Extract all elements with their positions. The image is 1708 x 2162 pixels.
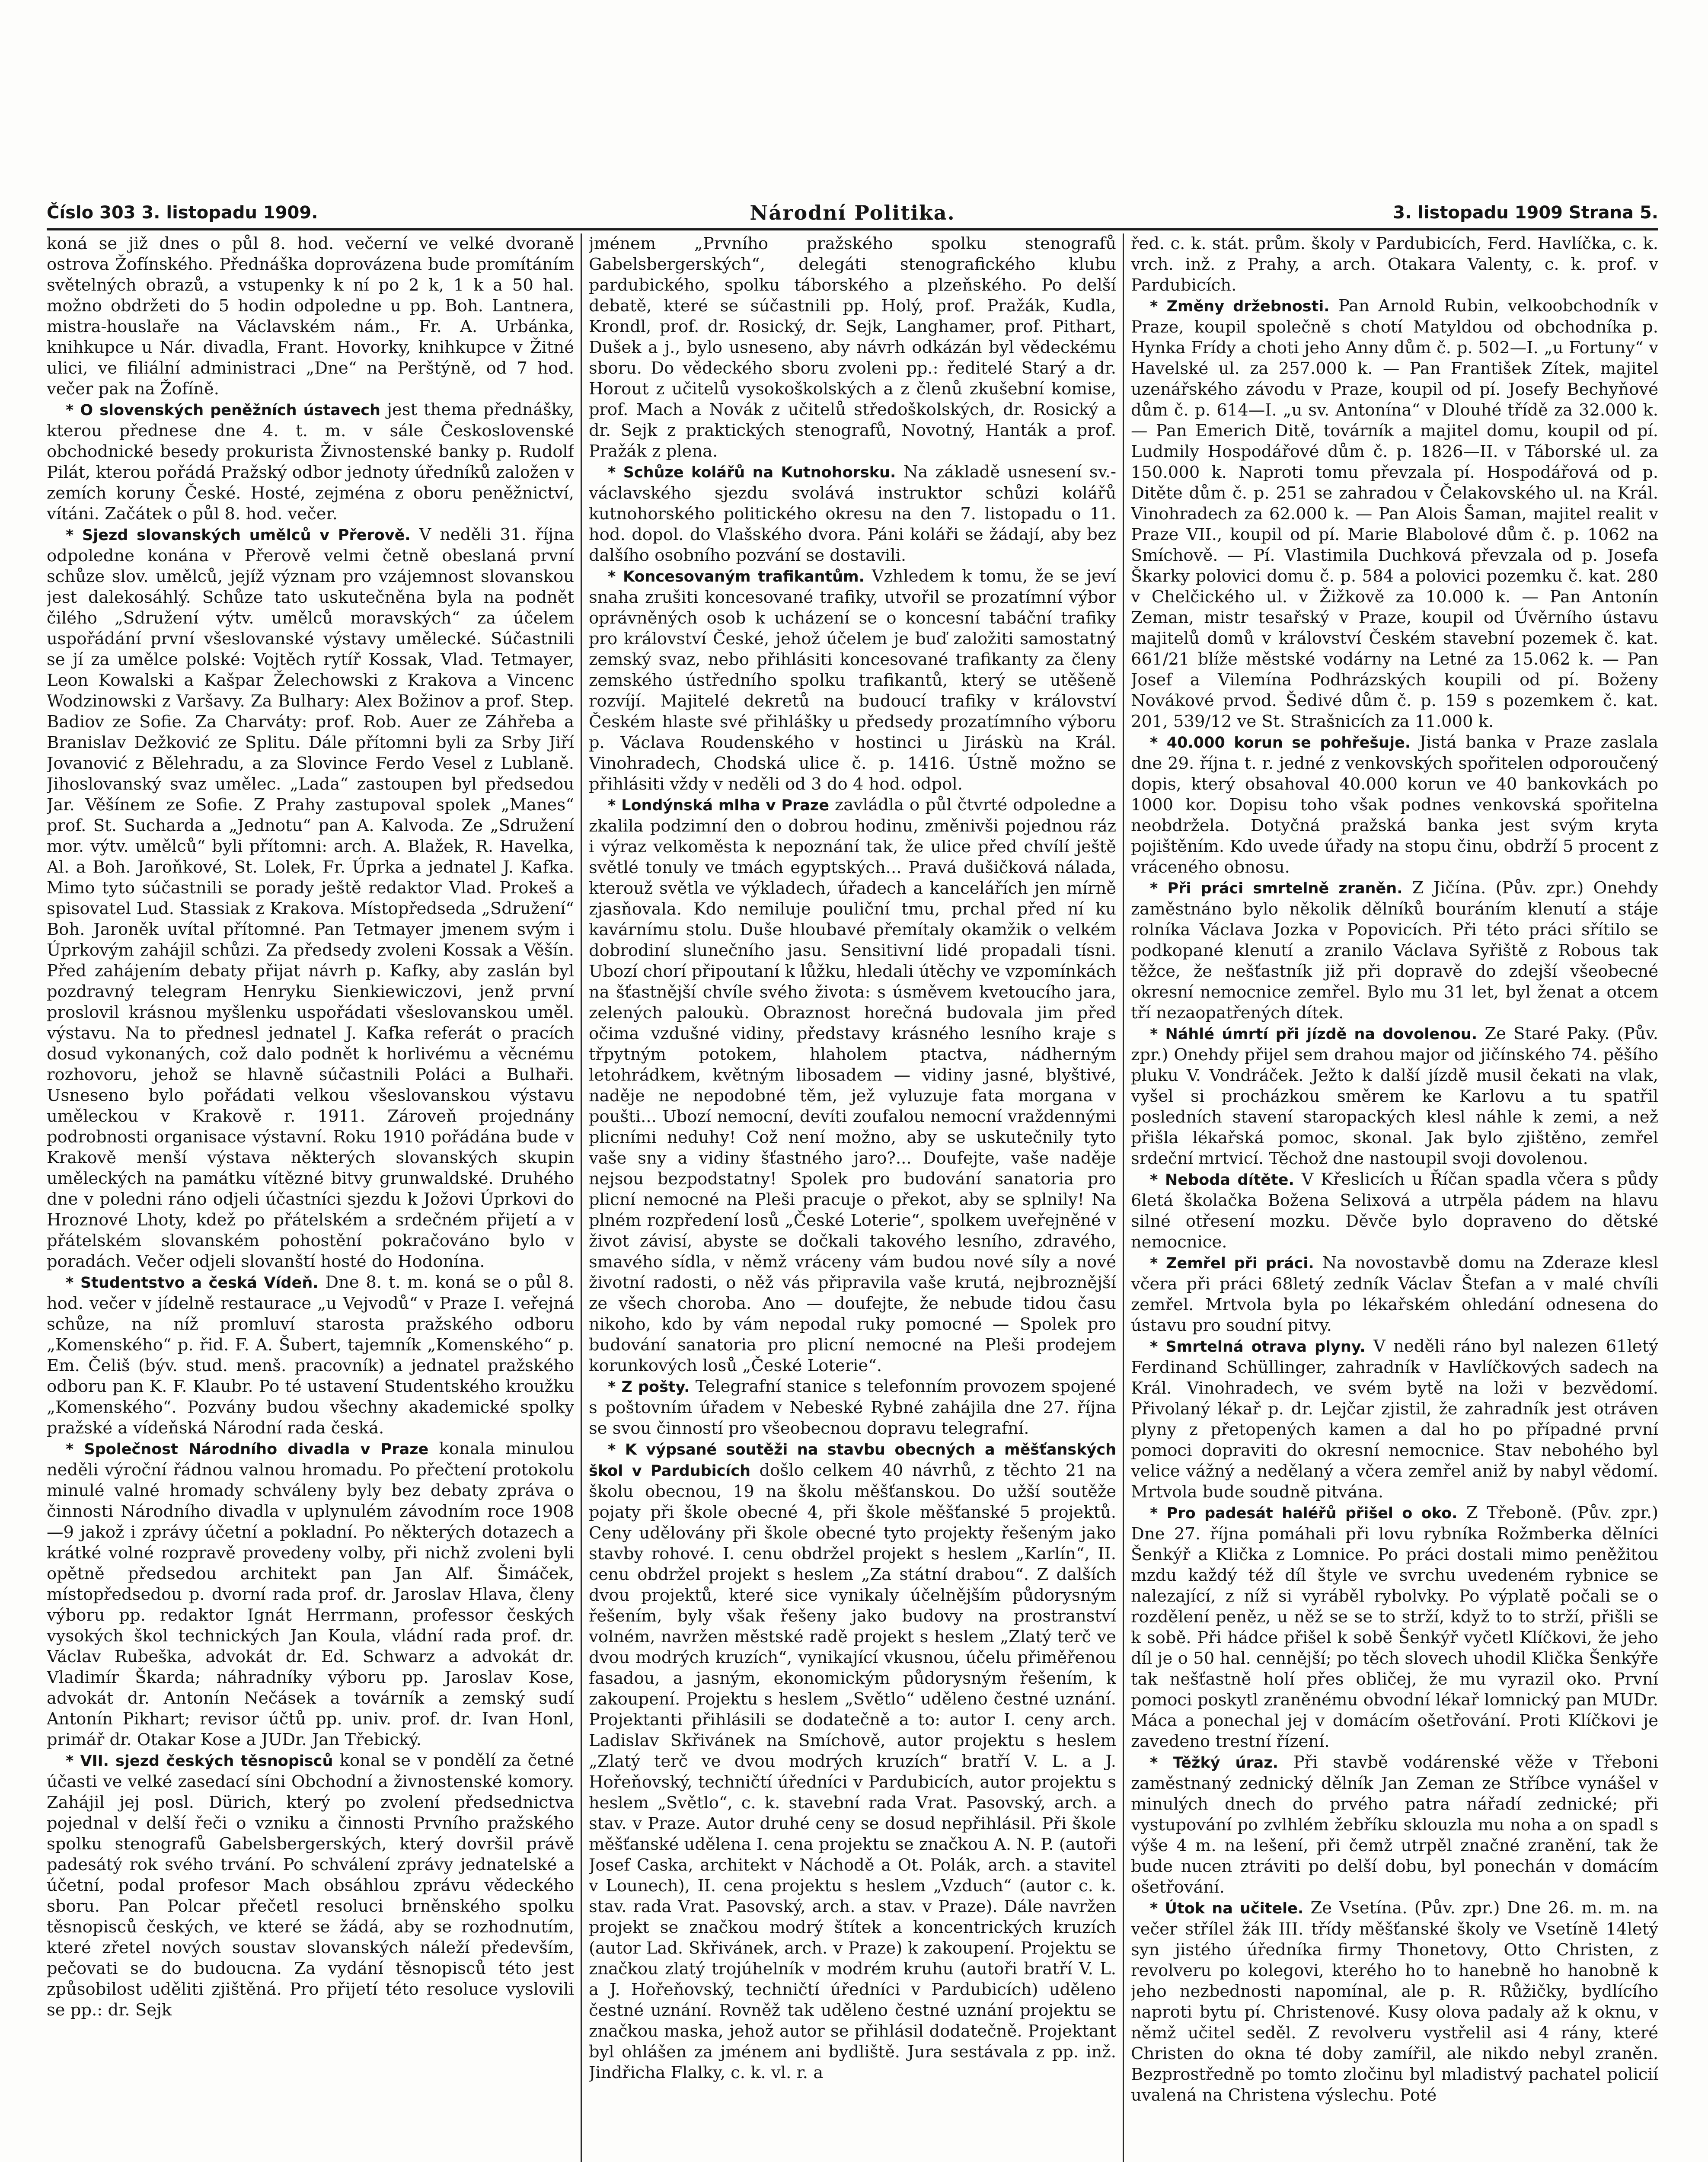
article-heading: * Náhlé úmrtí při jízdě na dovolenou. bbox=[1150, 1026, 1478, 1043]
article-text: Při stavbě vodárenské věže v Třeboni zaměstnaný zednický dělník Jan Zeman ze Stříbce vynášel v minulých dnech do prvého patra nářadí zednické; při vystupování po zvlhlém žebříku sklouzla mu noha a on spadl s výše 4 m. na lešení, při čemž utrpěl značné zranění, tak že bude nucen ztráviti po delší dobu, byl ponechán v domácím ošetřování. bbox=[1131, 1753, 1658, 1897]
article-heading: * Zemřel při práci. bbox=[1150, 1255, 1314, 1272]
article-text: Telegrafní stanice s telefonním provozem spojené s poštovním úřadem v Nebeské Rybné zahájila dne 27. října se svou činností pro všeobecnou dopravu telegrafní. bbox=[589, 1377, 1116, 1438]
article-heading: * O slovenských peněžních ústavech bbox=[66, 402, 380, 419]
article-paragraph bbox=[589, 566, 1116, 795]
article-heading: * Pro padesát haléřů přišel o oko. bbox=[1150, 1505, 1458, 1522]
article-text: V neděli ráno byl nalezen 61letý Ferdinand Schüllinger, zahradník v Havlíčkových sadech na Král. Vinohradech, ve svém bytě na loži v bezvědomí. Přivolaný lékař p. dr. Lejčar zjistil, že zahradník jest otráven plyny z přetopených kamen a dal ho po případné první pomoci dopraviti do okresní nemocnice. Stav nebohého byl velice vážný a nedělaný a včera zemřel aniž by nabyl vědomí. Mrtvola bude soudně pitvána. bbox=[1131, 1337, 1658, 1502]
article-heading: * Při práci smrtelně zraněn. bbox=[1150, 880, 1403, 897]
article-paragraph bbox=[1131, 1336, 1658, 1503]
article-text: řed. c. k. stát. prům. školy v Pardubicích, Ferd. Havlíčka, c. k. vrch. inž. z Prahy, a arch. Otakara Valenty, c. k. prof. v Pardubicích. bbox=[1131, 234, 1658, 295]
article-paragraph bbox=[1131, 233, 1658, 296]
article-paragraph bbox=[47, 233, 574, 400]
article-heading: * Změny držebnosti. bbox=[1150, 298, 1330, 315]
article-heading: * Sjezd slovanských umělců v Přerově. bbox=[66, 527, 411, 544]
article-text: V Křeslicích u Říčan spadla včera s půdy 6letá školačka Božena Selixová a utrpěla pádem na hlavu silné otřesení mozku. Děvče bylo dopraveno do dětské nemocnice. bbox=[1131, 1170, 1658, 1252]
date-page-number: 3. listopadu 1909 Strana 5. bbox=[1393, 203, 1658, 223]
article-paragraph bbox=[1131, 1503, 1658, 1752]
article-paragraph bbox=[589, 1376, 1116, 1439]
article-text: Vzhledem k tomu, že se jeví snaha zrušiti koncesované trafiky, utvořil se prozatímní výbor oprávněných osob k ucházení se o koncesní tabáční trafiky pro království České, jehož účelem je buď založiti samostatný zemský svaz, nebo přihlásiti koncesované trafikanty za členy zemského ústředního spolku trafikantů, který se utěšeně rozvíjí. Majitelé dekretů na budoucí trafiky v království Českém hlaste své přihlášky u předsedy prozatímního výboru p. Václava Roudenského v hostinci u Jiráskù na Král. Vinohradech, Chodská ulice č. p. 1416. Ústně možno se přihlásiti vždy v neděli od 3 do 4 hod. odpol. bbox=[589, 566, 1116, 794]
article-text: Z Třeboně. (Pův. zpr.) Dne 27. října pomáhali při lovu rybníka Rožmberka dělníci Šenkýř a Klička z Lomnice. Po práci dostali mimo peněžitou mzdu každý též díl štyle ve svrchu uvedeném rybnice se nalezající, z níž si vyráběl rybolvky. Po výplatě počali se o rozdělení peněz, u něž se se to strží, když to to strží, přišli se k sobě. Při hádce přišel k sobě Šenkýř vyčetl Klíčkovi, že jeho díl je o 50 hal. cennější; po těch slovech uhodil Klička Šenkýře tak nešťastně holí přes obličej, že mu vyrazil oko. První pomoci poskytl zraněnému obvodní lékař lomnický pan MUDr. Máca a ponechal jej v domácím ošetřování. Proti Klíčkovi je zavedeno trestní řízení. bbox=[1131, 1503, 1658, 1751]
article-paragraph bbox=[47, 1750, 574, 2021]
article-text: jest thema přednášky, kterou přednese dne 4. t. m. v sále Československé obchodnické besedy prokurista Živnostenské banky p. Rudolf Pilát, kterou pořádá Pražský odbor jednoty úředníků založen v zemích koruny České. Hosté, zejména z oboru peněžnictví, vítáni. Začátek o půl 8. hod. večer. bbox=[47, 400, 574, 524]
article-text: koná se již dnes o půl 8. hod. večerní ve velké dvoraně ostrova Žofínského. Přednáška doprovázena bude promítáním světelných obrazů, a vstupenky k ní po 2 k, 1 k a 50 hal. možno obdržeti do 5 hodin odpoledne u pp. Boh. Lantnera, mistra-houslaře na Václavském nám., Fr. A. Urbánka, knihkupce u Nár. divadla, Frant. Hovorky, knihkupce v Žitné ulici, ve filiální administraci „Dne“ na Perštýně, od 7 hod. večer pak na Žofíně. bbox=[47, 234, 574, 399]
article-text: Na základě usnesení sv.-václavského sjezdu svolává instruktor schůzi kolářů kutnohorského politického okresu na den 7. listopadu o 11. hod. dopol. do Vlašského dvora. Páni koláři se žádají, aby bez dalšího osobního pozvání se dostavili. bbox=[589, 462, 1116, 565]
column-divider bbox=[581, 233, 582, 2162]
article-paragraph bbox=[589, 1439, 1116, 2083]
column-3 bbox=[1131, 233, 1658, 2162]
article-text: Ze Vsetína. (Pův. zpr.) Dne 26. m. m. na večer střílel žák III. třídy měšťanské školy ve Vsetíně 14letý syn jistého úředníka firmy Thonetovy, Otto Christen, z revolveru po kolegovi, kterého ho to hanebně ho hanobně k jeho nezbednosti napomínal, ale p. R. Růžičky, bydlícího naproti bytu pí. Christenové. Kusy olova padaly až k oknu, v němž učitel seděl. Z revolveru vystřelil asi 4 rány, které Christen do okna té doby zamířil, ale nikdo nebyl zraněn. Bezprostředně po tomto zločinu byl mladistvý pachatel policií uvalená na Christena výslechu. Poté bbox=[1131, 1898, 1658, 2105]
article-text: jménem „Prvního pražského spolku stenografů Gabelsbergerských“, delegáti stenografického klubu pardubického, spolku táborského a plzeňského. Po delší debatě, které se súčastnili pp. Holý, prof. Pražák, Kudla, Krondl, prof. dr. Rosický, dr. Sejk, Langhamer, prof. Pithart, Dušek a j., bylo usneseno, aby návrh odkázán byl vědeckému sboru. Do vědeckého sboru zvoleni pp.: ředitelé Starý a dr. Horout z učitelů vysokoškolských a z členů zkušební komise, prof. Mach a Novák z učitelů středoškolských, dr. Rosický a dr. Sejk z praktických stenografů, Novotný, Hanták a prof. Pražák z plena. bbox=[589, 234, 1116, 461]
article-paragraph bbox=[589, 233, 1116, 462]
article-text: konala minulou neděli výroční řádnou valnou hromadu. Po přečtení protokolu minulé valné hromady schváleny byly bez debaty zpráva o činnosti Národního divadla v uplynulém závodním roce 1908—9 jakož i zprávy účetní a pokladní. Po některých dotazech a krátké volné rozpravě provedeny volby, při nichž zvoleni byli opětně předsedou architekt pan Jan Alf. Šimáček, místopředsedou p. dvorní rada prof. dr. Jaroslav Hlava, členy výboru pp. redaktor Ignát Herrmann, professor českých vysokých škol technických Jan Koula, vládní rada prof. dr. Václav Rubeška, advokát dr. Ed. Schwarz a advokát dr. Vladimír Škarda; náhradníky výboru pp. Jaroslav Kose, advokát dr. Antonín Nečásek a továrník a zemský sudí Antonín Pikhart; revisor účtů pp. univ. prof. dr. Ivan Honl, primář dr. Otakar Kose a JUDr. Jan Třebický. bbox=[47, 1439, 574, 1749]
article-paragraph bbox=[589, 462, 1116, 566]
article-heading: * Schůze kolářů na Kutnohorsku. bbox=[608, 464, 896, 481]
column-divider bbox=[1123, 233, 1124, 2162]
article-heading: * Smrtelná otrava plyny. bbox=[1150, 1338, 1366, 1356]
article-text: došlo celkem 40 návrhů, z těchto 21 na školu obecnou, 19 na školu měšťanskou. Do užší soutěže pojaty při škole obecné 4, při škole měšťanské 5 projektů. Ceny udělovány při škole obecné tyto projekty řešeným jako stavby rohové. I. cenu obdržel projekt s heslem „Karlín“, II. cenu obdržel projekt s heslem „Za státní drabou“. Z dalších dvou projektů, které sice vynikaly účelnějším půdorysným řešením, byly však řešeny jako budovy na prostranství volném, navržen městské radě projekt s heslem „Zlatý terč ve dvou modrých kruzích“, vynikající vkusnou, účelu přiměřenou fasadou, a jasným, ekonomickým půdorysným řešením, k zakoupení. Projektu s heslem „Světlo“ uděleno čestné uznání. Projektanti přihlásili se dodatečně a to: autor I. ceny arch. Ladislav Skřivánek na Smíchově, autor projektu s heslem „Zlatý terč ve dvou modrých kruzích“ bratří V. L. a J. Hořeňovský, techničtí úředníci v Pardubicích, autor projektu s heslem „Světlo“, c. k. stavební rada Vrat. Pasovský, arch. a stav. v Praze. Autor druhé ceny se dosud nepřihlásil. Při škole měšťanské udělena I. cena projektu se značkou A. N. P. (autoři Josef Caska, architekt v Náchodě a Ot. Polák, arch. a stavitel v Lounech), II. cena projektu s heslem „Vzduch“ (autor c. k. stav. rada Vrat. Pasovský, arch. a stav. v Praze). Dále navržen projekt se značkou modrý štítek a koncentrických kruzích (autor Lad. Skřivánek, arch. v Praze) k zakoupení. Projektu se značkou zlatý trojúhelník v modrém kruhu (autoři bratří V. L. a J. Hořeňovský, techničtí úředníci v Pardubicích) uděleno čestné uznání. Rovněž tak uděleno čestné uznání projektu se značkou maska, jehož autor se přihlásil dodatečně. Projektant byl ohlášen za jménem ani bydliště. Jura sestávala z pp. inž. Jindřicha Flalky, c. k. vl. r. a bbox=[589, 1461, 1116, 2082]
article-paragraph bbox=[1131, 1169, 1658, 1253]
article-text: Pan Arnold Rubin, velkoobchodník v Praze, koupil společně s chotí Matyldou od obchodníka p. Hynka Frídy a choti jeho Anny dům č. p. 502—I. „u Fortuny“ v Havelské ul. za 257.000 k. — Pan František Zítek, majitel uzenářského závodu v Praze, koupil od pí. Josefy Bechyňové dům č. p. 614—I. „u sv. Antonína“ v Dlouhé třídě za 32.000 k. — Pan Emerich Ditě, továrník a majitel domu, koupil od pí. Ludmily Hospodářové dům č. p. 1826—II. v Táborské ul. za 150.000 k. Naproti tomu převzala pí. Hospodářová od p. Ditěte dům č. p. 251 se zahradou v Čelakovského ul. na Král. Vinohradech za 62.000 k. — Pan Alois Šaman, majitel realit v Praze VII., koupil od pí. Marie Blabolové dům č. p. 1062 na Smíchově. — Pí. Vlastimila Duchková převzala od p. Josefa Škarky polovici domu č. p. 584 a polovici pozemku č. kat. 280 v Chelčického ul. v Žižkově za 10.000 k. — Pan Antonín Zeman, mistr tesařský v Praze, koupil od Úvěrního ústavu majitelů domů v království Českém stavební pozemek č. kat. 661/21 blíže městské vodárny na Letné za 15.062 k. — Pan Josef a Vilemína Podhrázských koupili od pí. Boženy Novákové prvod. Šedivé dům č. p. 159 s pozemkem č. kat. 201, 539/12 ve St. Strašnicích za 11.000 k. bbox=[1131, 296, 1658, 731]
article-text: Z Jičína. (Pův. zpr.) Onehdy zaměstnáno bylo několik dělníků bouráním klenutí a stáje rolníka Václava Jozka v Popovicích. Při této práci sřítilo se podkopané klenutí a zranilo Václava Syřiště z Robous tak těžce, že nešťastník již při dopravě do zdejší všeobecné okresní nemocnice zemřel. Bylo mu 31 let, byl ženat a otcem tří nezaopatřených dítek. bbox=[1131, 878, 1658, 1023]
issue-number-date: Číslo 303 3. listopadu 1909. bbox=[47, 203, 318, 223]
article-paragraph bbox=[1131, 1898, 1658, 2106]
article-text: Dne 8. t. m. koná se o půl 8. hod. večer v jídelně restaurace „u Vejvodů“ v Praze I. veřejná schůze, na níž promluví starosta pražského odboru „Komenského“ p. řid. F. A. Šubert, tajemník „Komenského“ p. Em. Čeliš (býv. stud. menš. pracovník) a jednatel pražského odboru pan K. F. Klaubr. Po té ustavení Studentského kroužku „Komenského“. Pozvány budou všechny akademické spolky pražské a vídeňská Národní rada česká. bbox=[47, 1273, 574, 1438]
article-text: Jistá banka v Praze zaslala dne 29. října t. r. jedné z venkovských spořitelen odporoučený dopis, který obsahoval 40.000 korun ve 40 bankovkách po 1000 kor. Dopisu toho však podnes venkovská spořitelna neobdržela. Dotyčná pražská banka jest svým kryta pojištěním. Kdo uvede úřady na stopu činu, obdrží 5 procent z vráceného obnosu. bbox=[1131, 732, 1658, 877]
article-text: V neděli 31. října odpoledne konána v Přerově velmi četně obeslaná první schůze slov. umělců, jejíž význam pro vzájemnost slovanskou jest dalekosáhlý. Schůze tato uskutečněna byla na podnět čilého „Sdružení výtv. umělců moravských“ za účelem uspořádání první všeslovanské výstavy umělecké. Súčastnili se jí za umělce polské: Vojtěch rytíř Kossak, Vlad. Tetmayer, Leon Kowalski a Kašpar Želechowski z Krakova a Vincenc Wodzinowski z Varšavy. Za Bulhary: Alex Božinov a prof. Step. Badiov ze Sofie. Za Charváty: prof. Rob. Auer ze Záhřeba a Branislav Dežković ze Splitu. Dále přítomni byli za Srby Jiří Jovanović z Bělehradu, a za Slovince Ferdo Vesel z Lublaně. Jihoslovanský svaz umělec. „Lada“ zastoupen byl předsedou Jar. Věšínem ze Sofie. Z Prahy zastupoval spolek „Manes“ prof. St. Sucharda a „Jednotu“ pan A. Kalvoda. Ze „Sdružení mor. výtv. umělců“ byli přítomni: arch. A. Blažek, R. Havelka, Al. a Boh. Jaroňkové, St. Lolek, Fr. Úprka a jednatel J. Kafka. Mimo tyto súčastnili se porady ještě redaktor Vlad. Prokeš a spisovatel Lud. Stassiak z Krakova. Místopředseda „Sdružení“ Boh. Jaroněk uvítal přítomné. Pan Tetmayer jmenem svým i Úprkovým zahájil schůzi. Za předsedy zvoleni Kossak a Věšín. Před zahájením debaty přijat návrh p. Kafky, aby zaslán byl pozdravný telegram Henryku Sienkiewiczovi, jenž první proslovil krásnou myšlenku uspořádati všeslovanskou uměl. výstavu. Na to přednesl jednatel J. Kafka referát o pracích dosud vykonaných, což dalo podnět k horlivému a věcnému rozhovoru, jehož se hlavně súčastnili Poláci a Bulhaři. Usneseno bylo pořádati velkou všeslovanskou výstavu uměleckou v Krakově r. 1911. Zároveň projednány podrobnosti organisace výstavní. Roku 1910 pořádána bude v Krakově menší výstava některých slovanských skupin uměleckých na památku vítězné bitvy grunwaldské. Druhého dne v poledni ráno odjeli účastníci sjezdu k Jožovi Úprkovi do Hroznové Lhoty, kdež po přátelském a srdečném přijetí a v přátelském slovanském pohostění pokračováno bylo v poradách. Večer odjeli slovanští hosté do Hodonína. bbox=[47, 525, 574, 1271]
article-paragraph bbox=[47, 1272, 574, 1439]
article-heading: * Studentstvo a česká Vídeň. bbox=[66, 1274, 319, 1292]
newspaper-title: Národní Politika. bbox=[750, 201, 955, 224]
article-paragraph bbox=[1131, 1253, 1658, 1336]
article-heading: * Z pošty. bbox=[608, 1378, 690, 1396]
article-paragraph bbox=[47, 525, 574, 1272]
article-paragraph bbox=[1131, 878, 1658, 1023]
article-paragraph bbox=[1131, 1752, 1658, 1898]
article-text: Na novostavbě domu na Zderaze klesl včera při práci 68letý zedník Václav Štefan a v malé chvíli zemřel. Mrtvola byla po lékařském ohledání odnesena do ústavu pro soudní pitvy. bbox=[1131, 1253, 1658, 1335]
article-heading: * Společnost Národního divadla v Praze bbox=[66, 1441, 429, 1458]
article-paragraph bbox=[589, 795, 1116, 1376]
article-heading: * VII. sjezd českých těsnopisců bbox=[66, 1753, 333, 1770]
article-text: zavládla o půl čtvrté odpoledne a zkalila podzimní den o dobrou hodinu, změnivši pojednou ráz i výraz velkoměsta k nepoznání tak, že ulice před chvílí ještě světlé tonuly ve tmách egyptských... Pravá dušičková nálada, kterouž světla ve výkladech, úřadech a kancelářích jen mírně zjasňovala. Kdo nemiluje pouliční tmu, prchal před ní ku kavárnímu stolu. Duše hloubavé přemítaly okamžik o velkém dobrodiní slunečního jasu. Sensitivní lidé propadali tísni. Ubozí chorí připoutaní k lůžku, hledali útěchy ve vzpomínkách na šťastnější chvíle svého života: s úsměvem kvetoucího jara, zelených paloukù. Obraznost horečná budovala jim před očima vzdušné vidiny, představy krásného lesního kraje s třpytným potokem, hlaholem ptactva, nádherným letohrádkem, květným libosadem — vidiny jasné, blyštivé, naděje ne nepodobné těm, jež vyluzuje fata morgana v poušti... Ubozí nemocní, devíti zoufalou nemocní vraždennými plicními neduhy! Což není možno, aby se uskutečnily tyto vaše sny a vidiny šťastného jaro?... Doufejte, vaše naděje nejsou bezpodstatny! Spolek pro budování sanatoria pro plicní nemocné na Pleši pracuje o překot, aby se splnily! Na plném rozpředení losů „České Loterie“, spolkem uveřejněné v život závisí, abyste se dočkali takového lesního, zdravého, smavého sídla, v němž vráceny vám budou nové síly a nové životní radosti, o něž vás připravila vaše krutá, nejbroznější ze všech choroba. Ano — doufejte, že nebude tidou času nikoho, kdo by vám nepodal ruky pomocné — Spolek pro budování sanatoria pro plicní nemocné na Pleši prodejem korunkových losů „České Loterie“. bbox=[589, 795, 1116, 1375]
article-text: Ze Staré Paky. (Pův. zpr.) Onehdy přijel sem drahou major od jičínského 74. pěšího pluku V. Vondráček. Ježto k další jízdě musil čekati na vlak, vyšel si procházkou směrem ke Karlovu a tu spatřil posledních stavení staropackých klesl náhle k zemi, a než přišla lékařská pomoc, skonal. Jak bylo zjištěno, zemřel srdeční mrtvicí. Těchož dne nastoupil svoji dovolenou. bbox=[1131, 1024, 1658, 1168]
article-heading: * Těžký úraz. bbox=[1150, 1754, 1278, 1772]
article-heading: * 40.000 korun se pohřešuje. bbox=[1150, 734, 1411, 752]
article-heading: * Koncesovaným trafikantům. bbox=[608, 568, 865, 585]
header-rule bbox=[47, 228, 1658, 230]
article-text: konal se v pondělí za četné účasti ve velké zasedací síni Obchodní a živnostenské komory. Zahájil jej posl. Dürich, který po zvolení předsednictva pojednal v delší řeči o vzniku a činnosti Prvního pražského spolku stenografů Gabelsbergerských, který dovršil právě padesátý rok svého trvání. Po schválení zprávy jednatelské a účetní, podal profesor Mach obsáhlou zprávu vědeckého sboru. Pan Polcar přečetl resoluci brněnského spolku těsnopisců českých, ve které se žádá, aby se rozhodnutím, které zřetel nových soustav slovanských náleží především, pečovati se do budoucna. Za vydání těsnopisců této jest způsobilost uděliti zjištěná. Pro přijetí této resoluce vyslovili se pp.: dr. Sejk bbox=[47, 1751, 574, 2020]
article-paragraph bbox=[47, 400, 574, 525]
article-heading: * K výpsané soutěži na stavbu obecných a měšťanských škol v Pardubicích bbox=[589, 1441, 1116, 1480]
article-paragraph bbox=[1131, 1023, 1658, 1169]
article-heading: * Neboda dítěte. bbox=[1150, 1171, 1294, 1189]
article-heading: * Útok na učitele. bbox=[1150, 1900, 1304, 1917]
article-heading: * Londýnská mlha v Praze bbox=[608, 797, 830, 814]
column-2 bbox=[589, 233, 1116, 2162]
article-paragraph bbox=[1131, 296, 1658, 732]
column-1 bbox=[47, 233, 574, 2162]
article-paragraph bbox=[47, 1439, 574, 1750]
article-paragraph bbox=[1131, 732, 1658, 878]
page-header bbox=[47, 200, 1658, 226]
